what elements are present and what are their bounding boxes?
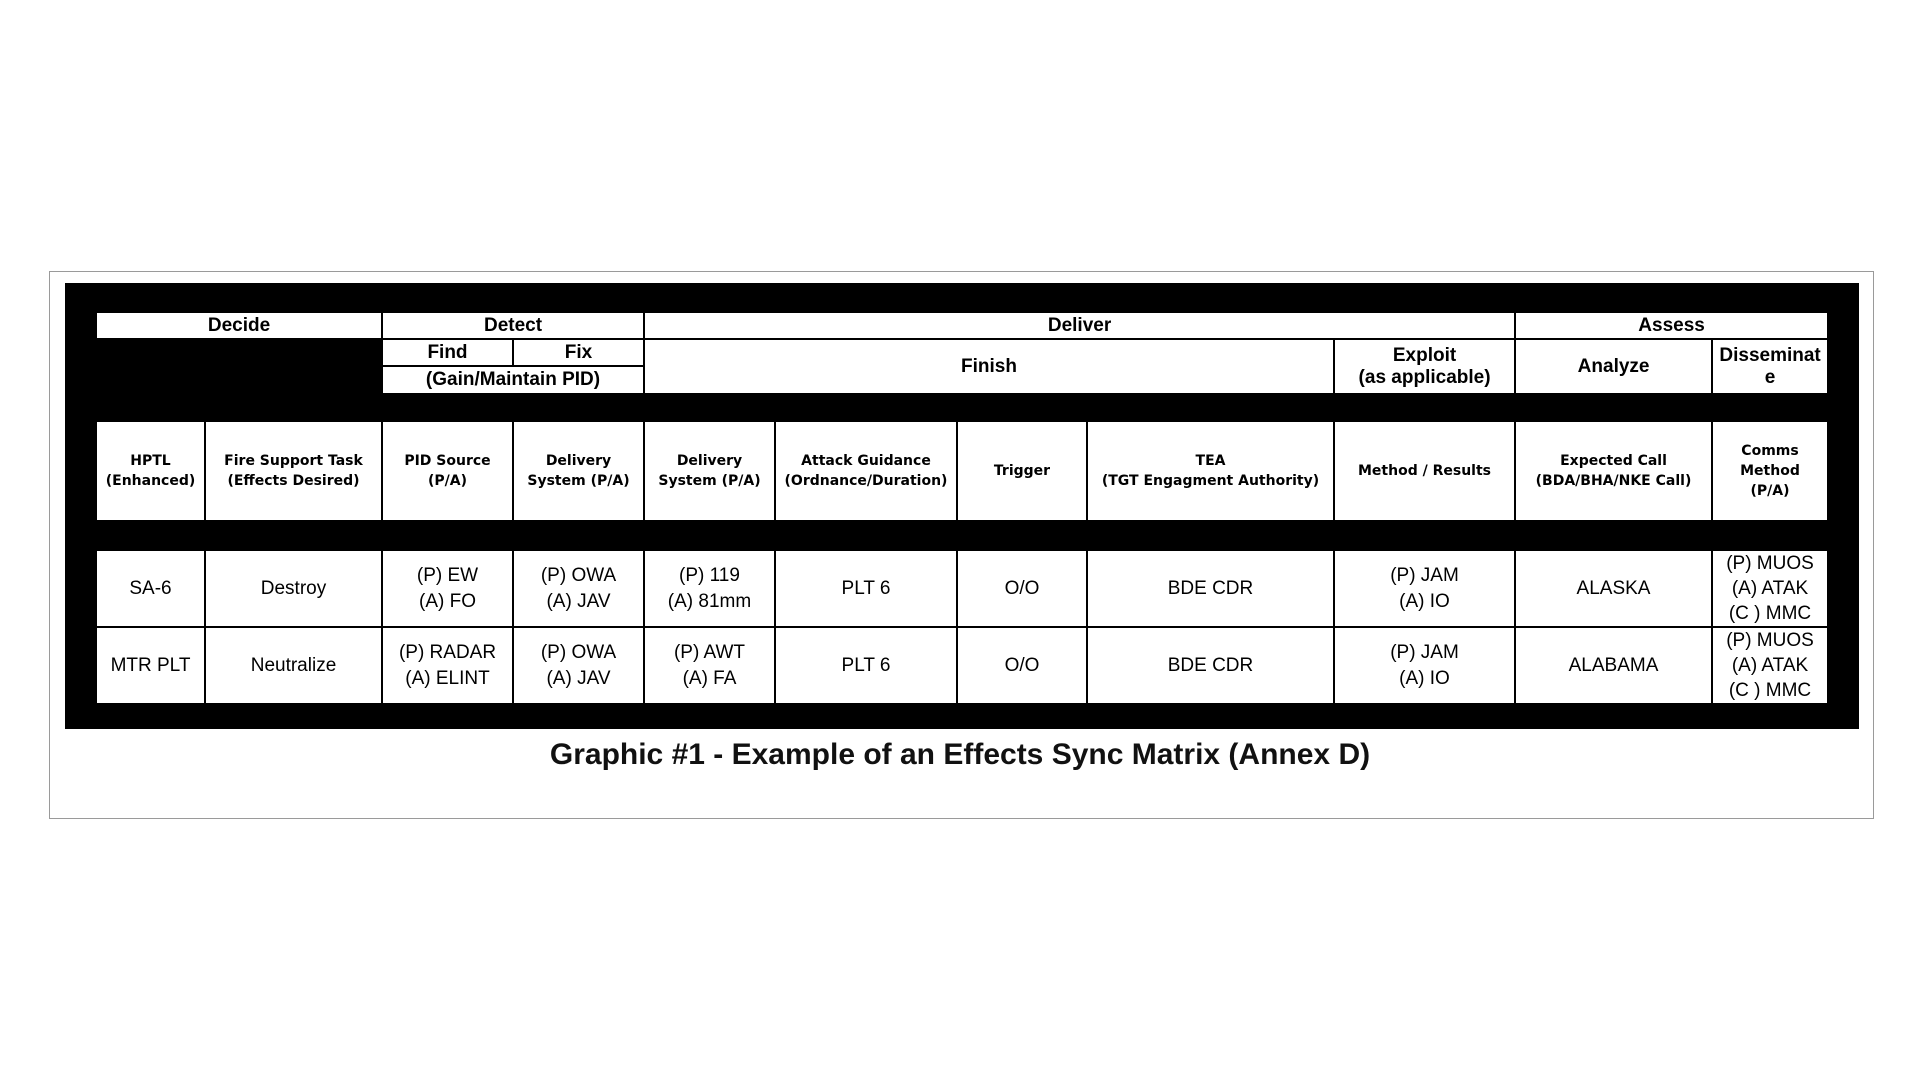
task-cell: Neutralize <box>205 627 382 704</box>
exploit-header: Exploit (as applicable) <box>1334 339 1515 394</box>
column-header-tea: TEA (TGT Engagment Authority) <box>1087 421 1334 521</box>
finish-header: Finish <box>644 339 1334 394</box>
detect-delivery-cell: (P) OWA (A) JAV <box>513 550 644 627</box>
column-header-fire-support-task: Fire Support Task (Effects Desired) <box>205 421 382 521</box>
fix-header: Fix <box>513 339 644 366</box>
tea-cell: BDE CDR <box>1087 550 1334 627</box>
finish-delivery-cell: (P) AWT (A) FA <box>644 627 775 704</box>
detect-delivery-cell: (P) OWA (A) JAV <box>513 627 644 704</box>
table-row <box>96 550 1828 627</box>
assess-header: Assess <box>1515 312 1828 339</box>
detect-header: Detect <box>382 312 644 339</box>
pid-source-cell: (P) EW (A) FO <box>382 550 513 627</box>
task-cell: Destroy <box>205 550 382 627</box>
expected-call-cell: ALASKA <box>1515 550 1712 627</box>
column-header-table <box>95 420 1829 522</box>
phase-header-band <box>95 311 1827 393</box>
column-header-hptl: HPTL (Enhanced) <box>96 421 205 521</box>
deliver-header: Deliver <box>644 312 1515 339</box>
data-table <box>95 549 1829 705</box>
attack-guidance-cell: PLT 6 <box>775 550 957 627</box>
column-header-pid-source: PID Source (P/A) <box>382 421 513 521</box>
column-header-method-results: Method / Results <box>1334 421 1515 521</box>
expected-call-cell: ALABAMA <box>1515 627 1712 704</box>
tea-cell: BDE CDR <box>1087 627 1334 704</box>
comms-cell: (P) MUOS (A) ATAK (C ) MMC <box>1712 550 1828 627</box>
column-header-detect-delivery-system: Delivery System (P/A) <box>513 421 644 521</box>
method-results-cell: (P) JAM (A) IO <box>1334 627 1515 704</box>
column-header-attack-guidance: Attack Guidance (Ordnance/Duration) <box>775 421 957 521</box>
disseminate-header: Disseminat e <box>1712 339 1828 394</box>
column-header-band <box>95 420 1827 522</box>
phase-header-table <box>95 311 1829 395</box>
trigger-cell: O/O <box>957 627 1087 704</box>
pid-source-cell: (P) RADAR (A) ELINT <box>382 627 513 704</box>
find-header: Find <box>382 339 513 366</box>
trigger-cell: O/O <box>957 550 1087 627</box>
figure-caption: Graphic #1 - Example of an Effects Sync Matrix (Annex D) <box>549 738 1371 771</box>
analyze-header: Analyze <box>1515 339 1712 394</box>
finish-delivery-cell: (P) 119 (A) 81mm <box>644 550 775 627</box>
gain-maintain-pid-header: (Gain/Maintain PID) <box>382 366 644 394</box>
column-header-trigger: Trigger <box>957 421 1087 521</box>
column-header-comms-method: Comms Method (P/A) <box>1712 421 1828 521</box>
attack-guidance-cell: PLT 6 <box>775 627 957 704</box>
column-header-finish-delivery-system: Delivery System (P/A) <box>644 421 775 521</box>
hptl-cell: MTR PLT <box>96 627 205 704</box>
column-header-expected-call: Expected Call (BDA/BHA/NKE Call) <box>1515 421 1712 521</box>
decide-header: Decide <box>96 312 382 339</box>
method-results-cell: (P) JAM (A) IO <box>1334 550 1515 627</box>
hptl-cell: SA-6 <box>96 550 205 627</box>
table-row <box>96 627 1828 704</box>
comms-cell: (P) MUOS (A) ATAK (C ) MMC <box>1712 627 1828 704</box>
data-rows-band <box>95 549 1827 704</box>
decide-blank-cell <box>96 339 382 394</box>
